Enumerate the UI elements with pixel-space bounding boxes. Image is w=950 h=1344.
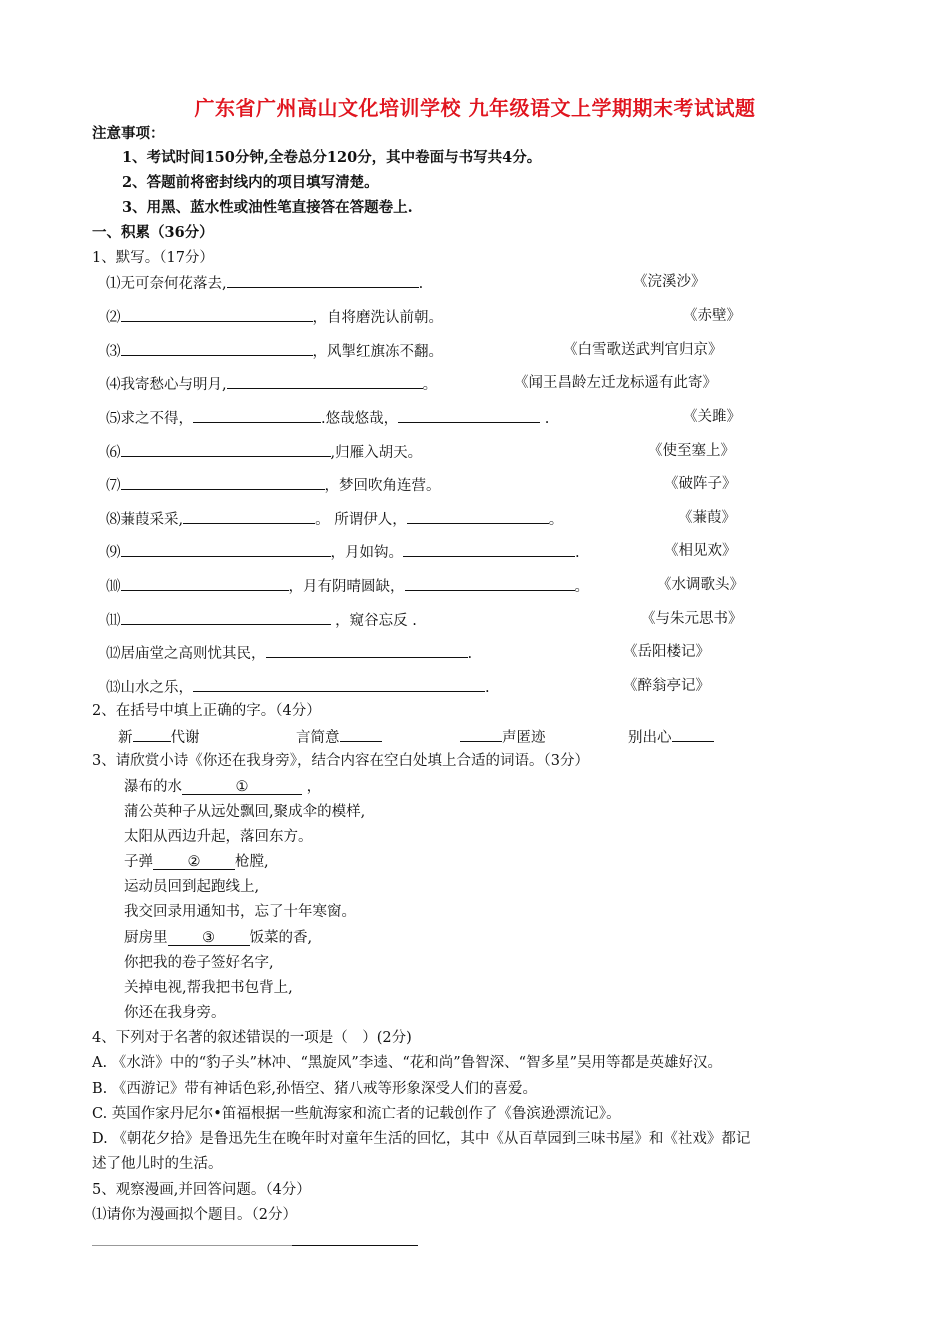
item-text: 求之不得，: [120, 411, 193, 427]
source-title: 《赤壁》: [683, 308, 741, 324]
item-text: ,归雁入胡天。: [330, 445, 423, 461]
option-d: D. 《朝花夕拾》是鲁迅先生在晚年时对童年生活的回忆，其中《从百草园到三味书屋》和《社戏》都记: [92, 1131, 751, 1147]
item-text: 我寄愁心与明月,: [120, 377, 227, 393]
option-d-continued: 述了他儿时的生活。: [92, 1156, 223, 1172]
word-item: [628, 726, 714, 748]
answer-blank[interactable]: [121, 575, 289, 591]
answer-blank[interactable]: ①: [182, 777, 302, 795]
recite-item: [106, 676, 490, 698]
item-number: ⑸: [106, 411, 121, 427]
question-2-title: 2、在括号中填上正确的字。（4分）: [92, 703, 321, 719]
answer-line[interactable]: [292, 1245, 418, 1246]
poem-line: 运动员回到起跑线上,: [124, 879, 260, 895]
option-a: A. 《水浒》中的“豹子头”林冲、“黑旋风”李逵、“花和尚”鲁智深、“智多星”吴用等都是英雄好汉。: [92, 1055, 722, 1071]
item-number: ⑷: [106, 377, 121, 393]
word-text: 言简意: [296, 730, 340, 746]
recite-item: [106, 642, 472, 664]
answer-blank[interactable]: ②: [153, 852, 235, 870]
item-text: ，月有阴晴圆缺，: [288, 579, 405, 595]
source-title: 《岳阳楼记》: [623, 644, 710, 660]
item-text: 。 所谓伊人，: [315, 512, 407, 528]
source-title: 《破阵子》: [664, 476, 737, 492]
item-text: ，自将磨洗认前朝。: [312, 310, 443, 326]
answer-blank[interactable]: [121, 340, 313, 356]
item-text: ，窥谷忘反 .: [330, 613, 417, 629]
option-c: C. 英国作家丹尼尔•笛福根据一些航海家和流亡者的记载创作了《鲁滨逊漂流记》。: [92, 1106, 621, 1122]
word-item: [460, 726, 546, 748]
poem-line: 关掉电视,帮我把书包背上,: [124, 980, 293, 996]
answer-blank[interactable]: [227, 272, 419, 288]
word-text: 代谢: [170, 730, 200, 746]
answer-blank[interactable]: [266, 642, 468, 658]
item-text: ，梦回吹角连营。: [324, 478, 441, 494]
recite-item: [106, 609, 417, 631]
recite-item: [106, 306, 443, 328]
item-text: 山水之乐，: [120, 680, 193, 696]
poem-text: 枪膛,: [235, 854, 269, 870]
source-title: 《蒹葭》: [678, 510, 736, 526]
answer-blank[interactable]: [398, 407, 540, 423]
word-text: 新: [118, 730, 133, 746]
item-number: ⑹: [106, 445, 121, 461]
question-1-title: 1、默写。（17分）: [92, 250, 214, 266]
recite-item: [106, 541, 580, 563]
answer-blank[interactable]: [121, 306, 313, 322]
source-title: 《浣溪沙》: [633, 274, 706, 290]
item-number: ⑿: [106, 646, 121, 662]
recite-item: [106, 340, 443, 362]
poem-text: 瀑布的水: [124, 779, 182, 795]
answer-blank[interactable]: [193, 407, 321, 423]
item-text: ，风掣红旗冻不翻。: [312, 344, 443, 360]
answer-blank[interactable]: [183, 508, 315, 524]
answer-blank[interactable]: [193, 676, 485, 692]
question-3-title: 3、请欣赏小诗《你还在我身旁》，结合内容在空白处填上合适的词语。（3分）: [92, 753, 589, 769]
poem-line: 太阳从西边升起，落回东方。: [124, 829, 313, 845]
answer-blank[interactable]: [121, 441, 331, 457]
word-text: 别出心: [628, 730, 672, 746]
recite-item: [106, 373, 437, 395]
item-number: ⑶: [106, 344, 121, 360]
source-title: 《使至塞上》: [648, 443, 735, 459]
answer-blank[interactable]: [227, 373, 423, 389]
notice-heading: 注意事项：: [92, 125, 165, 142]
recite-item: [106, 474, 441, 496]
item-text: .: [540, 411, 550, 427]
poem-line: 我交回录用通知书，忘了十年寒窗。: [124, 904, 356, 920]
answer-blank[interactable]: [407, 508, 549, 524]
poem-line: 你把我的卷子签好名字,: [124, 955, 274, 971]
source-title: 《白雪歌送武判官归京》: [563, 342, 723, 358]
exam-title: 广东省广州高山文化培训学校 九年级语文上学期期末考试试题: [194, 96, 756, 120]
answer-blank[interactable]: [121, 541, 331, 557]
poem-text: 厨房里: [124, 930, 168, 946]
poem-line: [124, 852, 269, 872]
item-number: ⒀: [106, 680, 121, 696]
item-text: 居庙堂之高则忧其民，: [120, 646, 266, 662]
item-text: .: [485, 680, 490, 696]
item-text: .: [418, 276, 424, 292]
answer-blank[interactable]: [403, 541, 575, 557]
item-text: 蒹葭采采,: [120, 512, 184, 528]
recite-item: [106, 441, 422, 463]
question-5-sub-1: ⑴请你为漫画拟个题目。（2分）: [92, 1207, 297, 1223]
notice-item-1: 1、考试时间150分钟,全卷总分120分，其中卷面与书写共4分。: [122, 149, 542, 166]
recite-item: [106, 407, 549, 429]
item-text: 无可奈何花落去,: [120, 276, 227, 292]
item-text: 。: [548, 512, 564, 528]
poem-line: 你还在我身旁。: [124, 1005, 226, 1021]
item-text: 。: [422, 377, 438, 393]
item-text: .: [467, 646, 473, 662]
item-number: ⑽: [106, 579, 121, 595]
source-title: 《相见欢》: [664, 543, 737, 559]
question-4-title: 4、下列对于名著的叙述错误的一项是（ ）(2分): [92, 1030, 412, 1046]
item-number: ⑴: [106, 276, 121, 292]
source-title: 《水调歌头》: [657, 577, 744, 593]
item-text: ，月如钩。: [330, 545, 403, 561]
poem-text: 子弹: [124, 854, 153, 870]
item-number: ⑺: [106, 478, 121, 494]
poem-line: 蒲公英种子从远处飘回,聚成伞的模样,: [124, 804, 366, 820]
item-text: .: [575, 545, 580, 561]
answer-blank[interactable]: [133, 726, 171, 742]
poem-line: [124, 928, 312, 948]
answer-blank[interactable]: [460, 726, 502, 742]
item-text: 。: [574, 579, 589, 595]
item-number: ⑾: [106, 613, 121, 629]
source-title: 《与朱元思书》: [641, 611, 743, 627]
section-heading: 一、积累（36分）: [92, 224, 214, 241]
poem-line: [124, 777, 321, 797]
poem-text: 饭菜的香,: [249, 930, 313, 946]
word-item: [118, 726, 200, 748]
poem-text: ，: [302, 779, 322, 795]
notice-item-3: 3、用黑、蓝水性或油性笔直接答在答题卷上.: [122, 199, 413, 216]
recite-item: [106, 575, 589, 597]
answer-blank[interactable]: [121, 474, 325, 490]
answer-line[interactable]: [92, 1245, 292, 1246]
word-text: 声匿迹: [502, 730, 546, 746]
item-number: ⑻: [106, 512, 121, 528]
item-number: ⑵: [106, 310, 121, 326]
answer-blank[interactable]: [405, 575, 575, 591]
answer-blank[interactable]: ③: [168, 928, 250, 946]
notice-item-2: 2、答题前将密封线内的项目填写清楚。: [122, 174, 379, 191]
source-title: 《醉翁亭记》: [623, 678, 710, 694]
recite-item: [106, 508, 563, 530]
item-text: .悠哉悠哉，: [321, 411, 399, 427]
item-number: ⑼: [106, 545, 121, 561]
question-5-title: 5、观察漫画,并回答问题。（4分）: [92, 1182, 311, 1198]
source-title: 《关雎》: [683, 409, 741, 425]
source-title: 《闻王昌龄左迁龙标遥有此寄》: [514, 375, 717, 391]
recite-item: [106, 272, 423, 294]
answer-blank[interactable]: [672, 726, 714, 742]
option-b: B. 《西游记》带有神话色彩,孙悟空、猪八戒等形象深受人们的喜爱。: [92, 1081, 537, 1097]
answer-blank[interactable]: [340, 726, 382, 742]
answer-blank[interactable]: [121, 609, 331, 625]
word-item: [296, 726, 382, 748]
